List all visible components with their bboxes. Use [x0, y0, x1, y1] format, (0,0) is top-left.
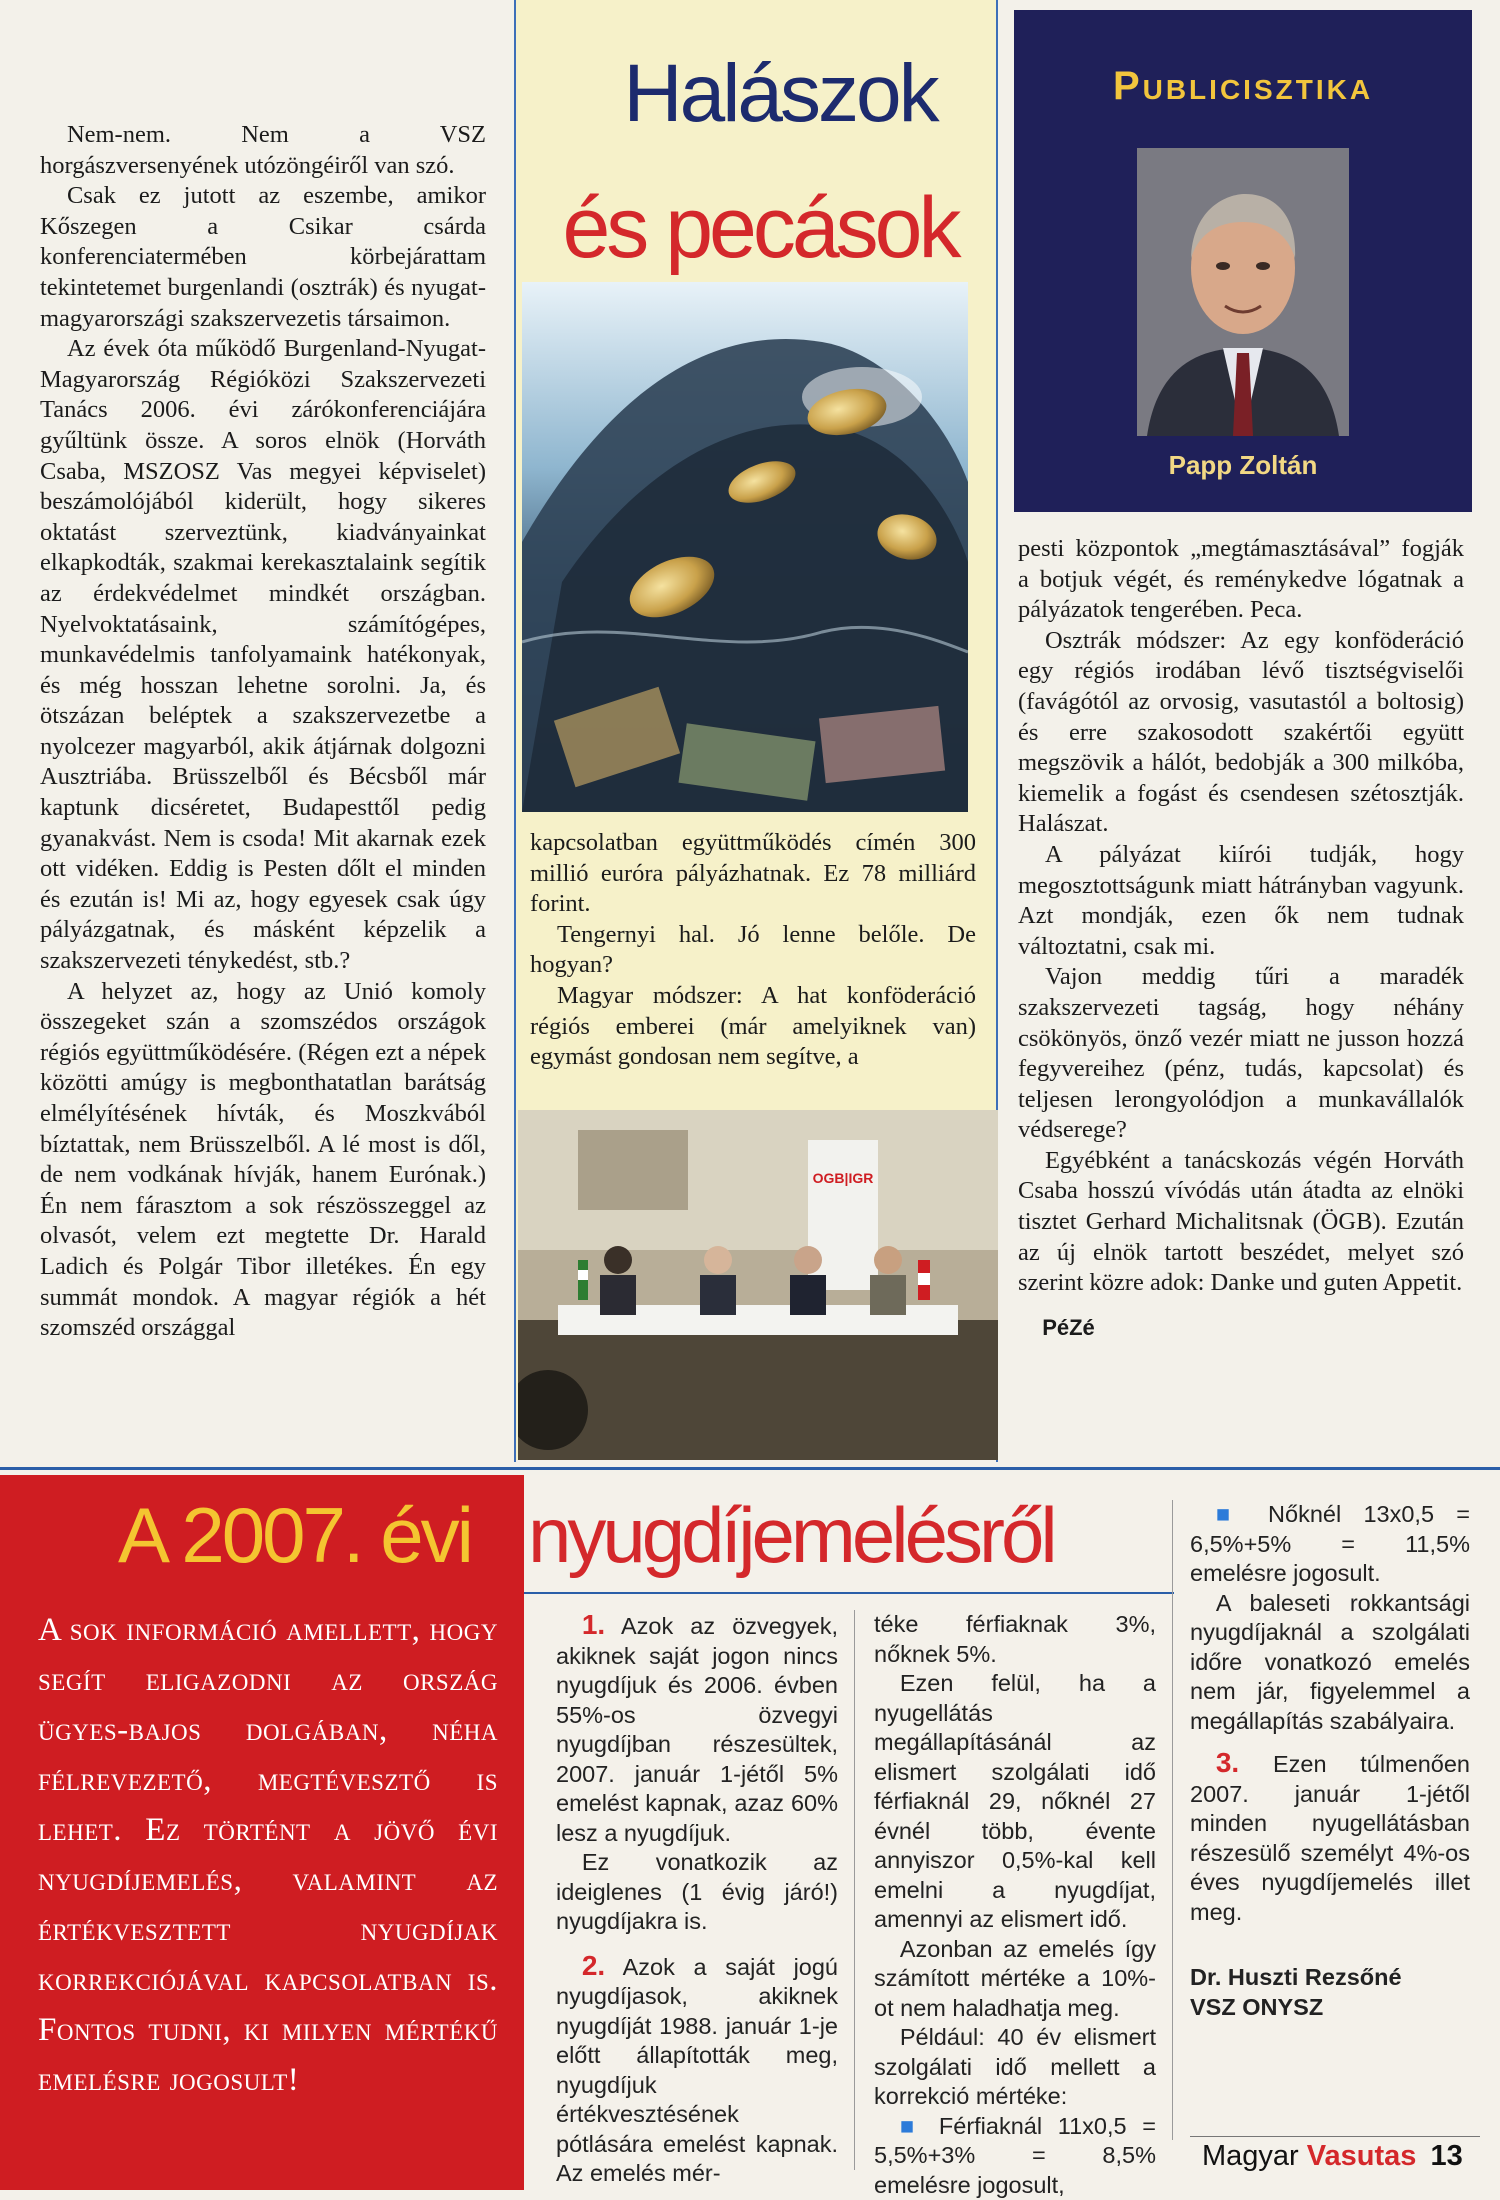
conference-photo	[518, 1110, 998, 1460]
paragraph: Magyar módszer: A hat konföderáció régiós emberei (már amelyiknek van) egymást gondosan nem segítve, a	[530, 981, 976, 1073]
page-number: 13	[1430, 2140, 1462, 2172]
section-label: Publicisztika	[1014, 64, 1472, 109]
paragraph	[874, 2023, 1156, 2112]
paragraph: kapcsolatban együttműködés címén 300 millió euróra pályázhatnak. Ez 78 milliárd forint.	[530, 828, 976, 920]
article-right-column	[1018, 534, 1464, 1343]
square-bullet-icon: ■	[900, 2113, 923, 2139]
paragraph: Tengernyi hal. Jó lenne belőle. De hogyan?	[530, 920, 976, 981]
item-text: téke férfiaknak 3%, nőknek 5%.	[874, 1611, 1156, 1667]
column-divider	[854, 1610, 855, 2170]
article2-author: Dr. Huszti Rezsőné	[1190, 1963, 1470, 1993]
article2-title-part1: A 2007. évi	[118, 1490, 518, 1581]
paragraph: A pályázat kiírói tudják, hogy megosztottságunk miatt hátrányban vagyunk. Azt mondják, ezen ők nem tudnak változtatni, csak mi.	[1018, 840, 1464, 962]
item-number: 2.	[582, 1950, 605, 1981]
item-text: Ezen túlmenően 2007. január 1-jétől minden nyugellátásban részesülő személyt 4%-os éves nyugdíjemelés illet meg.	[1190, 1751, 1470, 1925]
numbered-item	[1190, 1748, 1470, 1927]
paragraph: Osztrák módszer: Az egy konföderáció egy régiós irodában lévő tisztségviselői (favágótól az orvosig, vasutastól a boltosig) és erre szakosodott szakértői együtt megszövik a hálót, bedobják a 300 milkóba, kiemelik a fogást és csendesen szétosztják. Halászat.	[1018, 626, 1464, 840]
paragraph: Az évek óta működő Burgenland-Nyugat-Magyarország Régióközi Szakszervezeti Tanács 2006. évi zárókonferenciájára gyűltünk össze. A soros elnök (Horváth Csaba, MSZOSZ Vas megyei képviselet) beszámolójából kiderült, hogy sikeres oktatást szerveztünk, kiadványainkat elkapkodták, szakmai kerekasztalaink segítik az érdekvédelmet mindkét országban. Nyelvoktatásaink, számítógépes, munkavédelmis tanfolyamaink hatékonyak, és még hosszan lehetne sorolni. Ja, és ötszázan beléptek a szakszervezetbe a nyolcezer magyarból, akik átjárnak dolgozni Ausztriába. Brüsszelből és Bécsből már kaptunk dicséretet, Budapesttől pedig gyanakvást. Nem is csoda! Mit akarnak ezek ott vidéken. Eddig is Pesten dőlt el minden és ezután is! Mi az, hogy egyesek csak úgy pályázgatnak, és másként képzelik a szakszervezeti ténykedést, stb.?	[40, 334, 486, 976]
paragraph	[1190, 1589, 1470, 1737]
bullet-item	[874, 2112, 1156, 2200]
paragraph: Csak ez jutott az eszembe, amikor Kőszegen a Csikar csárda konferenciatermében körbejárattam tekintetemet burgenlandi (osztrák) és nyugat-magyarországi szakszervezetis társaimon.	[40, 181, 486, 334]
article2-lead: A sok információ amellett, hogy segít eligazodni az ország ügyes-bajos dolgában, néha félrevezető, megtévesztő is lehet. Ez történt a jövő évi nyugdíjemelés, valamint az értékvesztett nyugdíjak korrekciójával kapcsolatban is. Fontos tudni, ki milyen mértékű emelésre jogosult!	[38, 1605, 498, 2105]
article2-column-2	[874, 1610, 1156, 2200]
article-title-line2: és pecások	[530, 186, 990, 270]
article-title-line1: Halászok	[570, 52, 990, 136]
wave-coins-illustration	[522, 282, 968, 812]
article-left-column	[40, 120, 486, 1344]
bullet-item	[1190, 1500, 1470, 1589]
article2-author-org: VSZ ONYSZ	[1190, 1993, 1470, 2023]
numbered-item	[556, 1951, 838, 2189]
article-center-column	[530, 828, 976, 1073]
item-text: Azonban az emelés így számított mértéke a 10%-ot nem haladhatja meg.	[874, 1936, 1156, 2021]
item-text: Azok a saját jogú nyugdíjasok, akiknek nyugdíját 1988. január 1-je előtt állapították meg, nyugdíjuk értékvesztésének pótlására emelést kapnak. Az emelés mér-	[556, 1954, 838, 2187]
paragraph: Egyébként a tanácskozás végén Horváth Csaba hosszú vívódás után átadta az elnöki tisztet Gerhard Michalitsnak (ÖGB). Ezután az új elnök tartott beszédet, melyet szó szerint közre adok: Danke und guten Appetit.	[1018, 1146, 1464, 1299]
article-signature: PéZé	[1018, 1313, 1464, 1344]
article2-column-3	[1190, 1500, 1470, 2022]
item-number: 3.	[1216, 1747, 1239, 1778]
conference-banner-text: OGB|IGR	[810, 1170, 876, 1186]
paragraph	[556, 1848, 838, 1937]
item-number: 1.	[582, 1609, 605, 1640]
square-bullet-icon: ■	[1216, 1501, 1246, 1527]
item-text: Férfiaknál 11x0,5 = 5,5%+3% = 8,5% emelésre jogosult,	[874, 2113, 1156, 2198]
numbered-item	[556, 1610, 838, 1848]
paragraph: Nem-nem. Nem a VSZ horgászversenyének utózöngéiről van szó.	[40, 120, 486, 181]
paragraph: A helyzet az, hogy az Unió komoly összegeket szán a szomszédos országok régiós együttműködésére. (Régen ezt a népek közötti amúgy is megbonthatatlan barátság elmélyítésének hívták, és Moszkvából bíztattak, nem Brüsszelből. A lé most is dől, de nem vodkának hívják, hanem Eurónak.) Én nem fárasztom a sok részösszeggel az olvasót, velem ezt megtette Dr. Harald Ladich és Polgár Tibor illetékes. Én egy summát mondok. A magyar régiók a hét szomszéd országgal	[40, 977, 486, 1344]
item-text: A baleseti rokkantsági nyugdíjaknál a szolgálati időre vonatkozó emelés nem jár, figyelemmel a megállapítás szabályaira.	[1190, 1590, 1470, 1734]
page-footer	[1202, 2140, 1482, 2173]
article2-title-part2: nyugdíjemelésről	[528, 1490, 1228, 1581]
item-text: Azok az özvegyek, akiknek saját jogon nincs nyugdíjuk és 2006. évben 55%-os özvegyi nyugdíjban részesültek, 2007. január 1-jétől 5% emelést kapnak, azaz 60% lesz a nyugdíjuk.	[556, 1613, 838, 1846]
title-underline	[524, 1592, 1174, 1594]
column-divider	[1172, 1500, 1173, 2140]
article2-column-1	[556, 1610, 838, 2189]
paragraph: pesti központok „megtámasztásával” fogják a botjuk végét, és reménykedve lógatnak a pályázatok tengerében. Peca.	[1018, 534, 1464, 626]
author-portrait	[1137, 148, 1349, 436]
column-divider	[514, 0, 516, 1462]
paragraph: Vajon meddig tűri a maradék szakszervezeti tagság, hogy néhány csökönyös, önző vezér miatt ne jusson hozzá fegyvereihez (pénz, tudás, kapcsolat) és teljesen lerongyolódjon a munkavállalók védserege?	[1018, 962, 1464, 1146]
author-name: Papp Zoltán	[1014, 450, 1472, 481]
magazine-name-part2: Vasutas	[1307, 2140, 1417, 2172]
paragraph	[874, 1669, 1156, 1935]
magazine-name-part1: Magyar	[1202, 2140, 1299, 2172]
section-top-rule	[0, 1467, 1500, 1470]
item-text: Ez vonatkozik az ideiglenes (1 évig járó!) nyugdíjakra is.	[556, 1849, 838, 1934]
paragraph	[874, 1935, 1156, 2024]
item-text: Például: 40 év elismert szolgálati idő mellett a korrekció mértéke:	[874, 2024, 1156, 2109]
footer-rule	[1190, 2136, 1480, 2137]
item-text: Nőknél 13x0,5 = 6,5%+5% = 11,5% emelésre jogosult.	[1190, 1501, 1470, 1586]
item-text: Ezen felül, ha a nyugellátás megállapításánál az elismert szolgálati idő férfiaknál 29, nőknél 27 évnél több, évente annyiszor 0,5%-kal kell emelni a nyugdíjat, amennyi az elismert idő.	[874, 1670, 1156, 1932]
paragraph	[874, 1610, 1156, 1669]
